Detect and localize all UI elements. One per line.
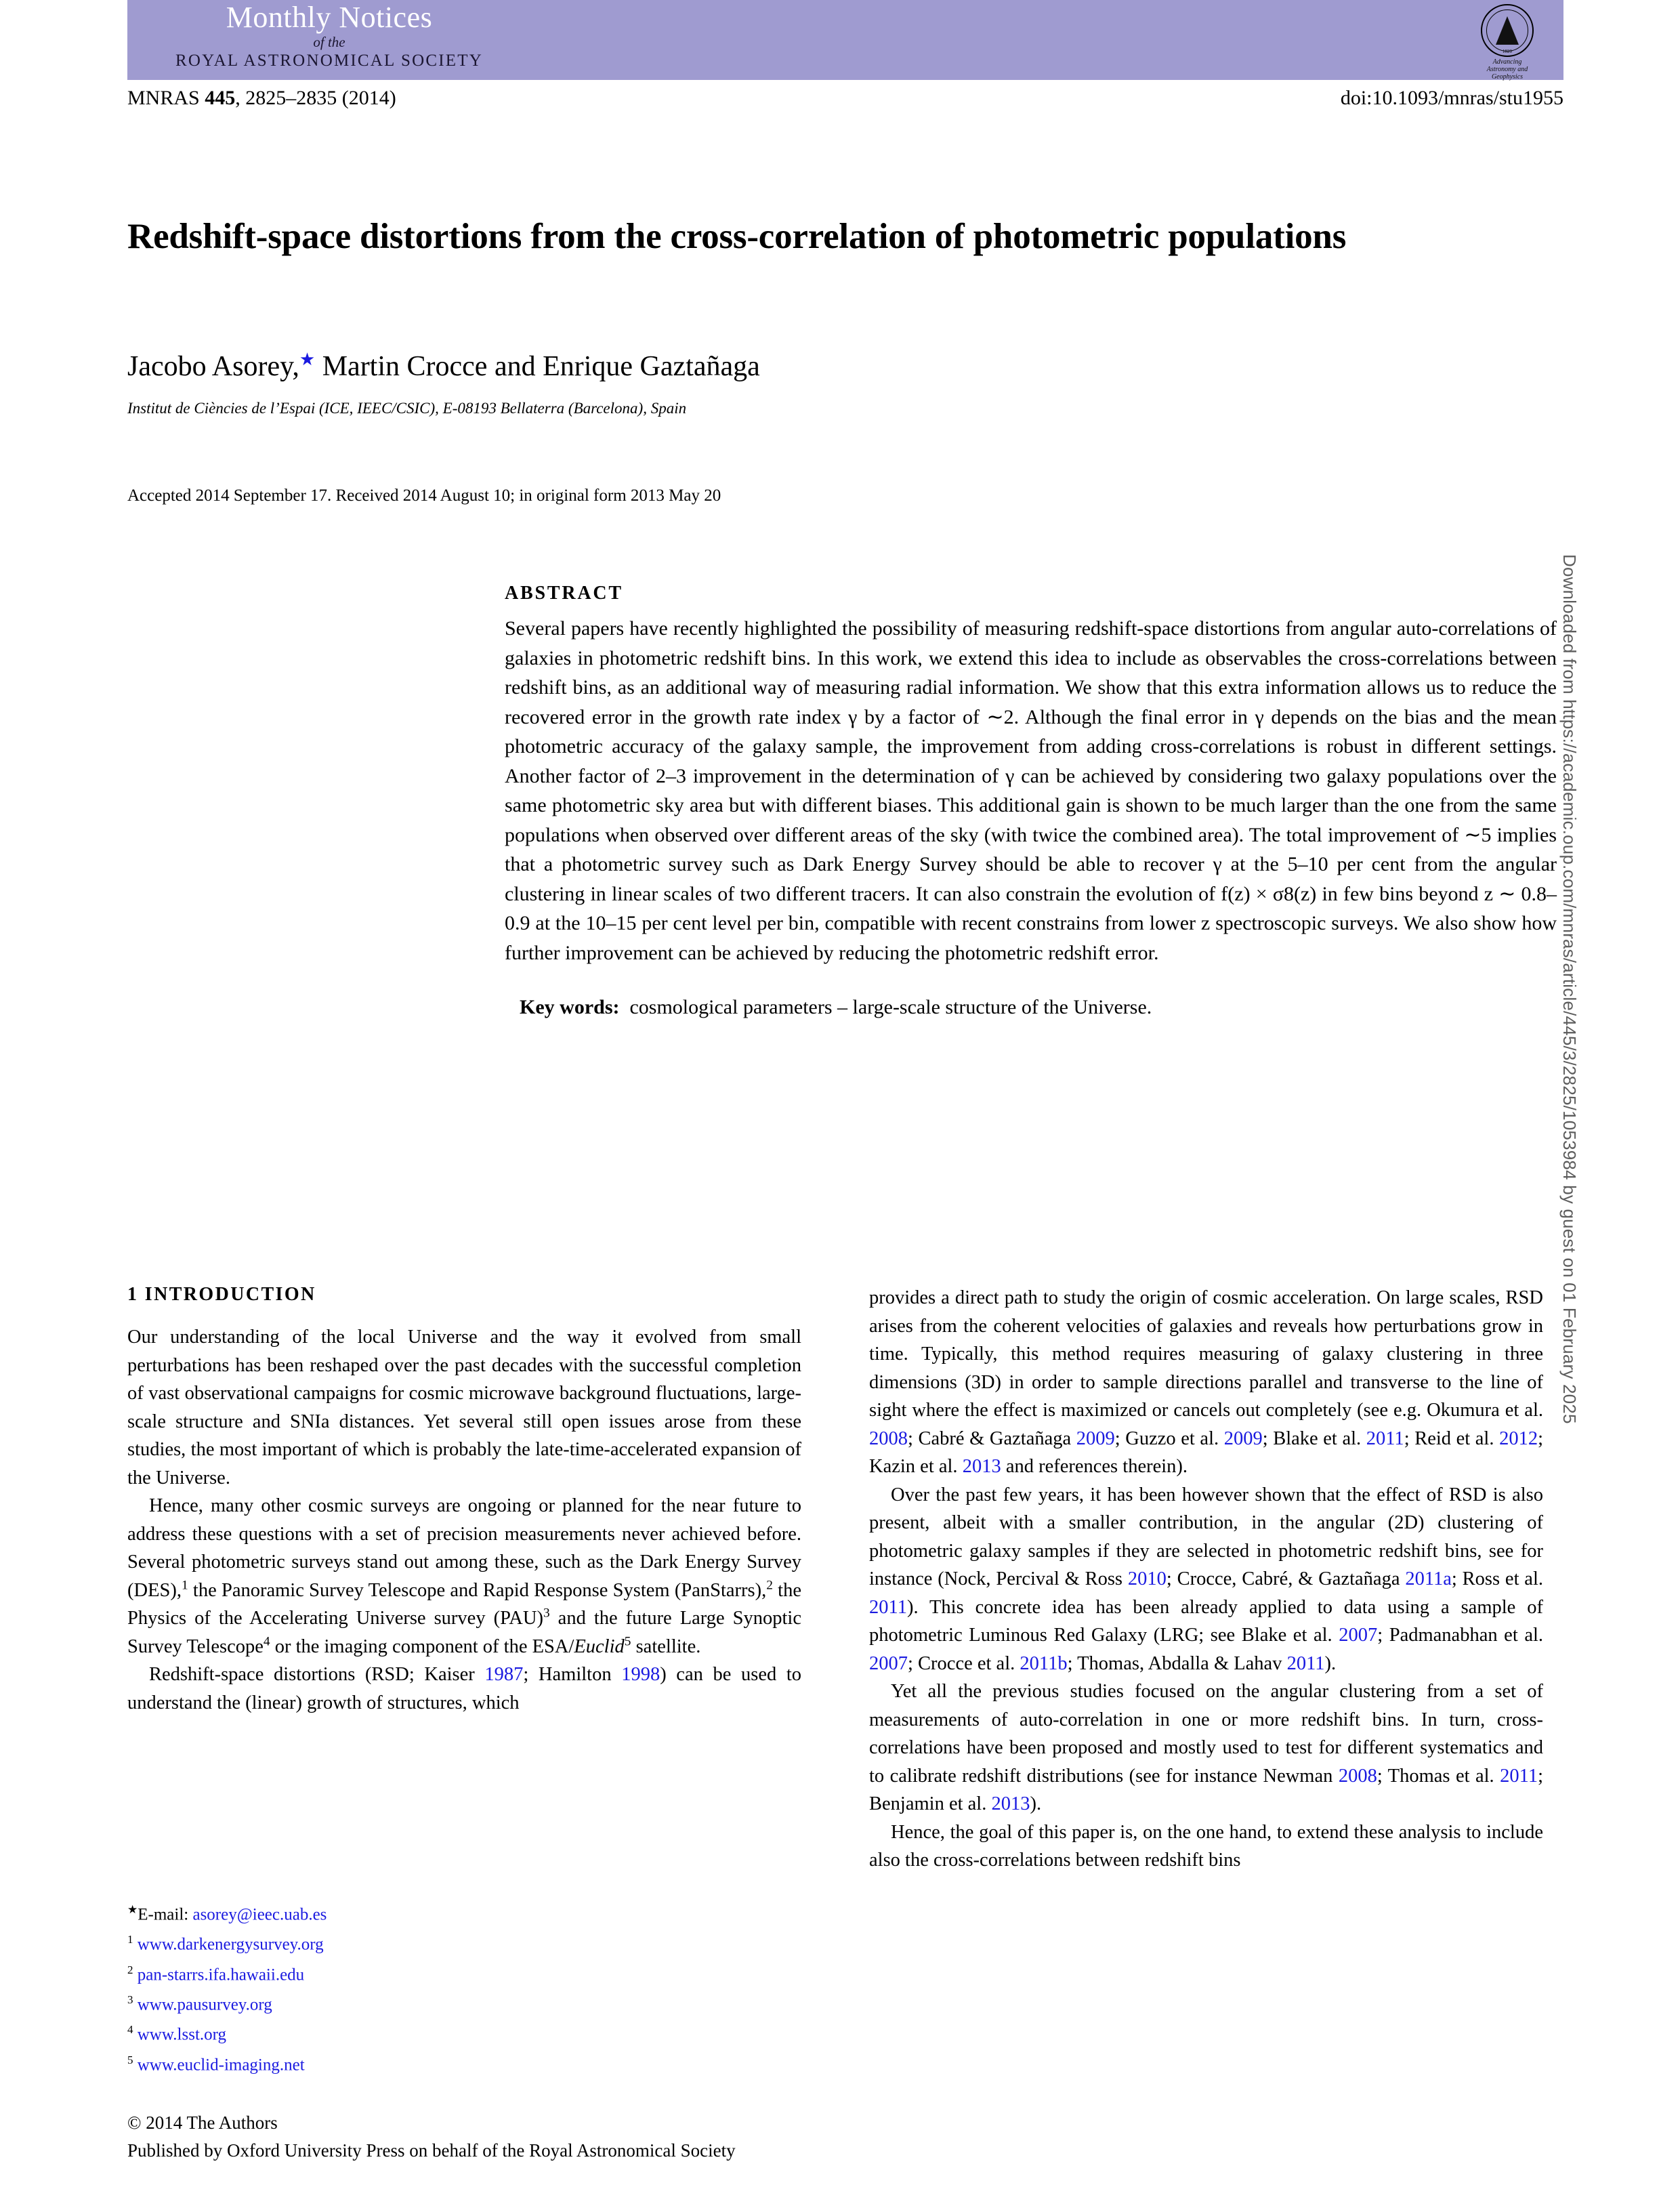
royal-astronomical-society-seal-icon [1470, 4, 1545, 81]
telescope-glyph-icon [1496, 16, 1519, 45]
citation-blake-2011[interactable]: 2011 [1366, 1428, 1404, 1449]
keywords-label: Key words: [520, 996, 620, 1018]
keywords-value: cosmological parameters – large-scale structure of the Universe. [629, 996, 1152, 1018]
footnote-item [127, 1927, 801, 1957]
paragraph-right-4: Hence, the goal of this paper is, on the one hand, to extend these analysis to include also the cross-correlations between redshift bins [869, 1821, 1543, 1871]
body-column-left [127, 1284, 801, 1717]
corresponding-author-marker-icon: ★ [299, 350, 316, 369]
citation-guzzo-2009[interactable]: 2009 [1223, 1428, 1263, 1449]
paragraph-left-2: Hence, many other cosmic surveys are ongoing or planned for the near future to address these questions with a set of precision measurements never achieved before. Several photometric surveys stand out among these, such as the Dark Energy Survey (DES),$^1$ the Panoramic Survey Telescope and Rapid Response System (PanStarrs),$^2$ the Physics of the Accelerating Universe survey (PAU)$^3$ and the future Large Synoptic Survey Telescope$^4$ or the imaging component of the ESA/Euclid$^5$ satellite. [127, 1495, 801, 1657]
citation-nock-2010[interactable]: 2010 [1127, 1568, 1167, 1589]
paragraph-left-3: Redshift-space distortions (RSD; Kaiser 1987; Hamilton 1998) can be used to understand the (linear) growth of structures, which [127, 1664, 802, 1713]
citation-newman-2008[interactable]: 2008 [1338, 1765, 1377, 1787]
footnote-item [127, 1957, 801, 1987]
citation-hamilton-1998[interactable]: 1998 [621, 1664, 660, 1685]
footnote-marker: 4 [127, 2023, 133, 2037]
footnote-url-link[interactable]: pan-starrs.ifa.hawaii.edu [137, 1965, 305, 1984]
mnras-masthead-banner [127, 0, 1563, 80]
copyright-line: © 2014 The Authors [127, 2112, 278, 2133]
seal-circle-icon [1481, 4, 1534, 57]
paragraph-right-2: Over the past few years, it has been however shown that the effect of RSD is also present, albeit with a smaller contribution, in the angular (2D) clustering of photometric galaxy samples if they are selected in photometric redshift bins, see for instance (Nock, Percival & Ross 2010; Crocce, Cabré, & Gaztañaga 2011a; Ross et al. 2011). This concrete idea has been already applied to data using a sample of photometric Luminous Red Galaxy (LRG; see Blake et al. 2007; Padmanabhan et al. 2007; Crocce et al. 2011b; Thomas, Abdalla & Lahav 2011). [869, 1484, 1544, 1674]
journal-logo-line2: of the [313, 34, 345, 50]
footnote-marker: 2 [127, 1963, 133, 1976]
seal-year-label: 1820 [1503, 49, 1512, 54]
footnote-url-link[interactable]: www.darkenergysurvey.org [137, 1935, 324, 1954]
abstract-section [505, 583, 1557, 1022]
seal-tagline: Advancing Astronomy and Geophysics [1486, 58, 1528, 81]
download-source-watermark: Downloaded from https://academic.oup.com/mnras/article/445/3/2825/1053984 by guest on 01 February 2025 [1559, 554, 1580, 1424]
page-title: Redshift-space distortions from the cross-correlation of photometric populations [127, 216, 1347, 256]
citation-kazin-2013[interactable]: 2013 [962, 1456, 1001, 1477]
author-first: Jacobo Asorey, [127, 351, 299, 382]
citation-crocce-2011b[interactable]: 2011b [1020, 1652, 1068, 1674]
footnotes-block [127, 1897, 801, 2077]
footnote-marker: 1 [127, 1933, 133, 1946]
footnote-url-link[interactable]: www.euclid-imaging.net [137, 2055, 305, 2074]
submission-dates: Accepted 2014 September 17. Received 2014 August 10; in original form 2013 May 20 [127, 486, 721, 505]
footnote-url-link[interactable]: www.pausurvey.org [137, 1995, 272, 2014]
body-column-right [869, 1284, 1543, 1875]
journal-citation [127, 87, 396, 110]
footnote-item [127, 1987, 801, 2017]
paragraph-right-1: provides a direct path to study the origin of cosmic acceleration. On large scales, RSD arises from the coherent velocities of galaxies and reveals how perturbations grow in time. Typically, this method requires measuring of galaxy clustering in three dimensions (3D) in order to sample directions parallel and transverse to the line of sight where the effect is maximized or cancels out completely (see e.g. Okumura et al. 2008; Cabré & Gaztañaga 2009; Guzzo et al. 2009; Blake et al. 2011; Reid et al. 2012; Kazin et al. 2013 and references therein). [869, 1287, 1543, 1477]
footnote-email [127, 1897, 801, 1927]
citation-crocce-2011a[interactable]: 2011a [1405, 1568, 1452, 1589]
author-affiliation: Institut de Ciències de l’Espai (ICE, IEEC/CSIC), E-08193 Bellaterra (Barcelona), Spain [127, 400, 687, 417]
citation-padmanabhan-2007[interactable]: 2007 [869, 1652, 908, 1674]
citation-reid-2012[interactable]: 2012 [1499, 1428, 1538, 1449]
journal-logo-line1: Monthly Notices [226, 1, 433, 34]
journal-reference-line [127, 87, 1563, 114]
citation-thomas-2011[interactable]: 2011 [1286, 1652, 1325, 1674]
footnote-url-link[interactable]: www.lsst.org [137, 2025, 227, 2044]
journal-logo-line3: ROYAL ASTRONOMICAL SOCIETY [175, 51, 483, 70]
author-rest: Martin Crocce and Enrique Gaztañaga [315, 351, 760, 382]
citation-ross-2011[interactable]: 2011 [869, 1596, 907, 1618]
citation-okumura-2008[interactable]: 2008 [869, 1428, 908, 1449]
keywords-line [505, 993, 1557, 1022]
doi-link[interactable]: doi:10.1093/mnras/stu1955 [1340, 87, 1563, 109]
journal-name: MNRAS [127, 87, 205, 109]
footnote-marker: 3 [127, 1993, 133, 2006]
footnote-email-link[interactable]: asorey@ieec.uab.es [192, 1905, 327, 1924]
citation-thomas-et-al-2011[interactable]: 2011 [1500, 1765, 1538, 1787]
section-heading-introduction: 1 INTRODUCTION [127, 1284, 316, 1305]
journal-logo [153, 3, 505, 69]
footnote-item [127, 2047, 801, 2077]
footnote-item [127, 2017, 801, 2047]
journal-pages: , 2825–2835 (2014) [235, 87, 396, 109]
citation-blake-2007[interactable]: 2007 [1339, 1625, 1378, 1646]
paragraph-right-3: Yet all the previous studies focused on the angular clustering from a set of measurements of auto-correlation in one or more redshift bins. In turn, cross-correlations have been proposed and mostly used to test for different systematics and to calibrate redshift distributions (see for instance Newman 2008; Thomas et al. 2011; Benjamin et al. 2013). [869, 1681, 1543, 1814]
paragraph-left-1: Our understanding of the local Universe and the way it evolved from small perturbations has been reshaped over the past decades with the successful completion of vast observational campaigns for cosmic microwave background fluctuations, large-scale structure and SNIa distances. Yet several still open issues arose from these studies, the most important of which is probably the late-time-accelerated expansion of the Universe. [127, 1327, 801, 1488]
page-footer [127, 2109, 1347, 2165]
citation-kaiser-1987[interactable]: 1987 [484, 1664, 524, 1685]
citation-cabre-2009[interactable]: 2009 [1076, 1428, 1115, 1449]
abstract-body: Several papers have recently highlighted the possibility of measuring redshift-space distortions from angular auto-correlations of galaxies in photometric redshift bins. In this work, we extend this idea to include as observables the cross-correlations between redshift bins, as an additional way of measuring radial information. We show that this extra information allows us to reduce the recovered error in the growth rate index γ by a factor of ∼2. Although the final error in γ depends on the bias and the mean photometric accuracy of the galaxy sample, the improvement from adding cross-correlations is robust in different settings. Another factor of 2–3 improvement in the determination of γ can be achieved by considering two galaxy populations over the same photometric sky area but with different biases. This additional gain is shown to be much larger than the one from the same populations when observed over different areas of the sky (with twice the combined area). The total improvement of ∼5 implies that a photometric survey such as Dark Energy Survey should be able to recover γ at the 5–10 per cent from the angular clustering in linear scales of two different tracers. It can also constrain the evolution of f(z) × σ8(z) in few bins beyond z ∼ 0.8–0.9 at the 10–15 per cent level per bin, compatible with recent constrains from lower z spectroscopic surveys. We also show how further improvement can be achieved by reducing the photometric redshift error. [505, 617, 1557, 964]
footnote-email-label: E-mail: [138, 1905, 189, 1924]
abstract-heading: ABSTRACT [505, 583, 623, 604]
author-list [127, 342, 1465, 384]
footnote-star-marker-icon: ★ [127, 1903, 138, 1916]
citation-benjamin-2013[interactable]: 2013 [991, 1793, 1030, 1814]
journal-volume: 445 [205, 87, 236, 109]
footnote-marker: 5 [127, 2053, 133, 2066]
publisher-line: Published by Oxford University Press on behalf of the Royal Astronomical Society [127, 2140, 736, 2161]
